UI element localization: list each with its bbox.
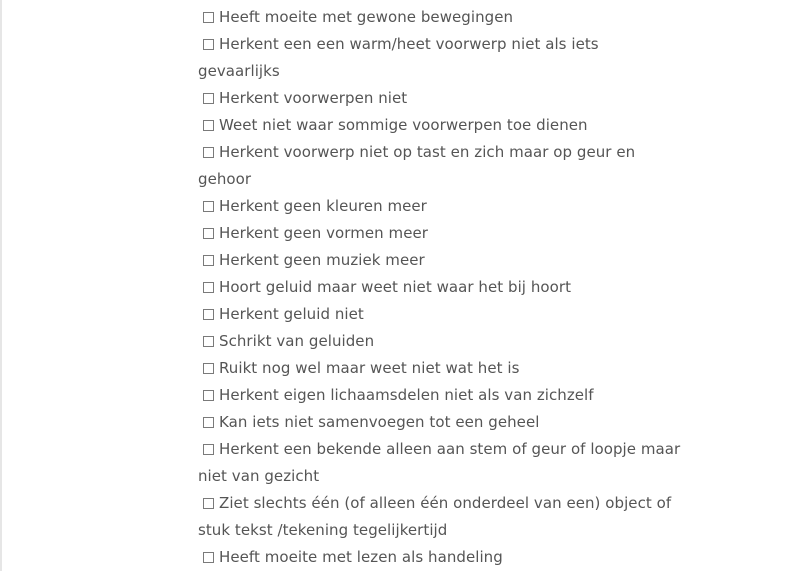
checklist-item-label: Ziet slechts één (of alleen één onderdeel van een) object of (219, 494, 672, 512)
checklist-item-label-continuation: gevaarlijks (198, 62, 280, 80)
checkbox[interactable] (203, 39, 214, 50)
checkbox[interactable] (203, 363, 214, 374)
checkbox[interactable] (203, 390, 214, 401)
checklist-item-label-continuation: niet van gezicht (198, 467, 320, 485)
checklist-item-label: Herkent voorwerp niet op tast en zich maar op geur en (219, 143, 636, 161)
checkbox[interactable] (203, 120, 214, 131)
checkbox[interactable] (203, 201, 214, 212)
checklist-item-continuation (198, 58, 698, 85)
symptom-checklist (198, 4, 698, 571)
checklist-item-label: Heeft moeite met lezen als handeling (219, 548, 503, 566)
checklist-item-label: Ruikt nog wel maar weet niet wat het is (219, 359, 520, 377)
checklist-item-continuation (198, 463, 698, 490)
checkbox[interactable] (203, 93, 214, 104)
checkbox[interactable] (203, 417, 214, 428)
checklist-item (198, 193, 698, 220)
checklist-item (198, 139, 698, 166)
checklist-item-continuation (198, 166, 698, 193)
checklist-item-label: Kan iets niet samenvoegen tot een geheel (219, 413, 540, 431)
checklist-item (198, 220, 698, 247)
checkbox[interactable] (203, 255, 214, 266)
checklist-item (198, 355, 698, 382)
checklist-item-label: Heeft moeite met gewone bewegingen (219, 8, 514, 26)
checklist-item-label: Herkent geen kleuren meer (219, 197, 427, 215)
checkbox[interactable] (203, 147, 214, 158)
checklist-item-label: Herkent geluid niet (219, 305, 364, 323)
checkbox[interactable] (203, 12, 214, 23)
checklist-item-label: Herkent geen vormen meer (219, 224, 428, 242)
checklist-item-label: Herkent geen muziek meer (219, 251, 425, 269)
checklist-item (198, 301, 698, 328)
checklist-item-label: Schrikt van geluiden (219, 332, 375, 350)
checklist-item-label-continuation: stuk tekst /tekening tegelijkertijd (198, 521, 448, 539)
checklist-item-label: Weet niet waar sommige voorwerpen toe dienen (219, 116, 588, 134)
checkbox[interactable] (203, 282, 214, 293)
checkbox[interactable] (203, 498, 214, 509)
checklist-item-label-continuation: gehoor (198, 170, 252, 188)
checklist-item-label: Herkent voorwerpen niet (219, 89, 408, 107)
checklist-item (198, 328, 698, 355)
checklist-item (198, 4, 698, 31)
checklist-item (198, 112, 698, 139)
checklist-item (198, 247, 698, 274)
checklist-item-label: Herkent een een warm/heet voorwerp niet als iets (219, 35, 599, 53)
checklist-item (198, 544, 698, 571)
checkbox[interactable] (203, 444, 214, 455)
checklist-item-continuation (198, 517, 698, 544)
checklist-item-label: Herkent een bekende alleen aan stem of geur of loopje maar (219, 440, 681, 458)
checkbox[interactable] (203, 552, 214, 563)
checkbox[interactable] (203, 309, 214, 320)
checklist-item (198, 436, 698, 463)
checkbox[interactable] (203, 336, 214, 347)
checklist-item (198, 274, 698, 301)
content-left-border (0, 0, 2, 571)
checklist-item (198, 85, 698, 112)
checklist-item (198, 409, 698, 436)
checklist-item (198, 490, 698, 517)
checkbox[interactable] (203, 228, 214, 239)
checklist-item-label: Herkent eigen lichaamsdelen niet als van zichzelf (219, 386, 594, 404)
checklist-item (198, 382, 698, 409)
checklist-item (198, 31, 698, 58)
checklist-item-label: Hoort geluid maar weet niet waar het bij hoort (219, 278, 571, 296)
